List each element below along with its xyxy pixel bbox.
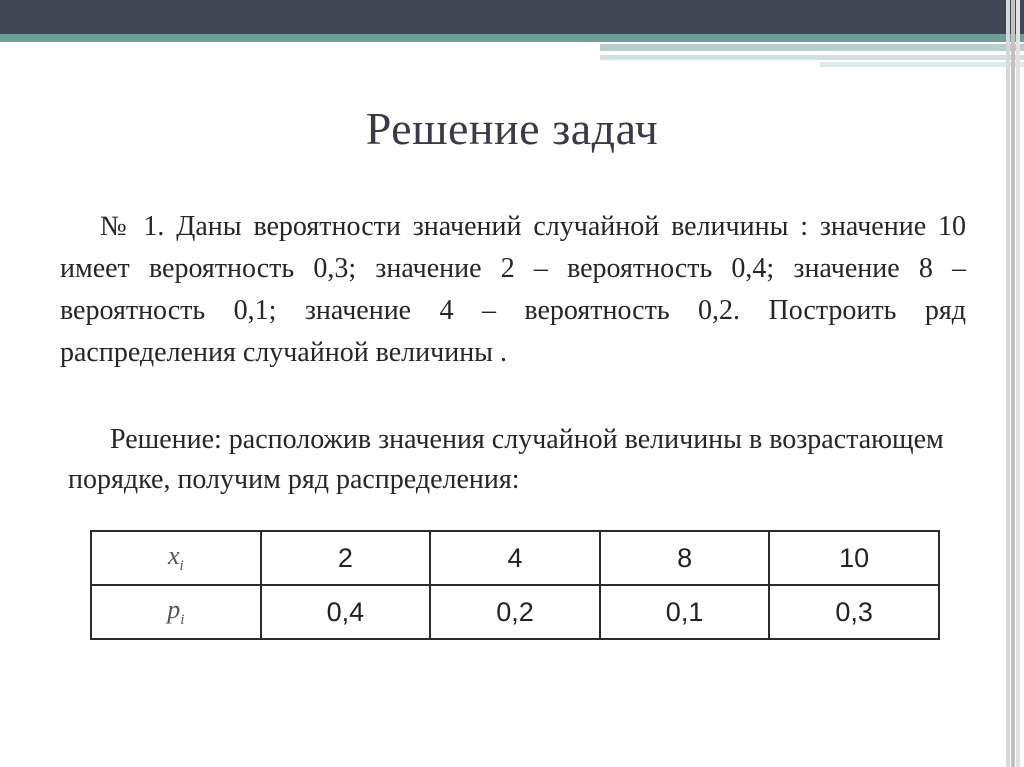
table-cell: 2 xyxy=(261,531,431,585)
row-header-x: $x_i$ xyxy=(91,531,261,585)
table-cell: 0,3 xyxy=(769,585,939,639)
header-band-light xyxy=(600,44,1024,51)
table-cell: 4 xyxy=(430,531,600,585)
distribution-table xyxy=(90,530,940,640)
table-cell: 0,2 xyxy=(430,585,600,639)
table-cell: 10 xyxy=(769,531,939,585)
row-header-p: $p_i$ xyxy=(91,585,261,639)
header-band-dark xyxy=(0,0,1024,34)
table-cell: 0,1 xyxy=(600,585,770,639)
table-row xyxy=(91,531,939,585)
solution-text: Решение: расположив значения случайной величины в возрастающем порядке, получим ряд распределения: xyxy=(68,424,944,495)
table-cell: 8 xyxy=(600,531,770,585)
slide-title: Решение задач xyxy=(365,103,659,154)
problem-statement: № 1. Даны вероятности значений случайной величины : значение 10 имеет вероятность 0,3; значение 2 – вероятность 0,4; значение 8 – вероятность 0,1; значение 4 – вероятность 0,2. Построить ряд распределения случайной величины . xyxy=(60,211,966,368)
table-cell: 0,4 xyxy=(261,585,431,639)
header-band-light xyxy=(600,55,1024,60)
table-row xyxy=(91,585,939,639)
header-band-teal xyxy=(0,34,1024,42)
header-band-light xyxy=(820,62,1024,67)
